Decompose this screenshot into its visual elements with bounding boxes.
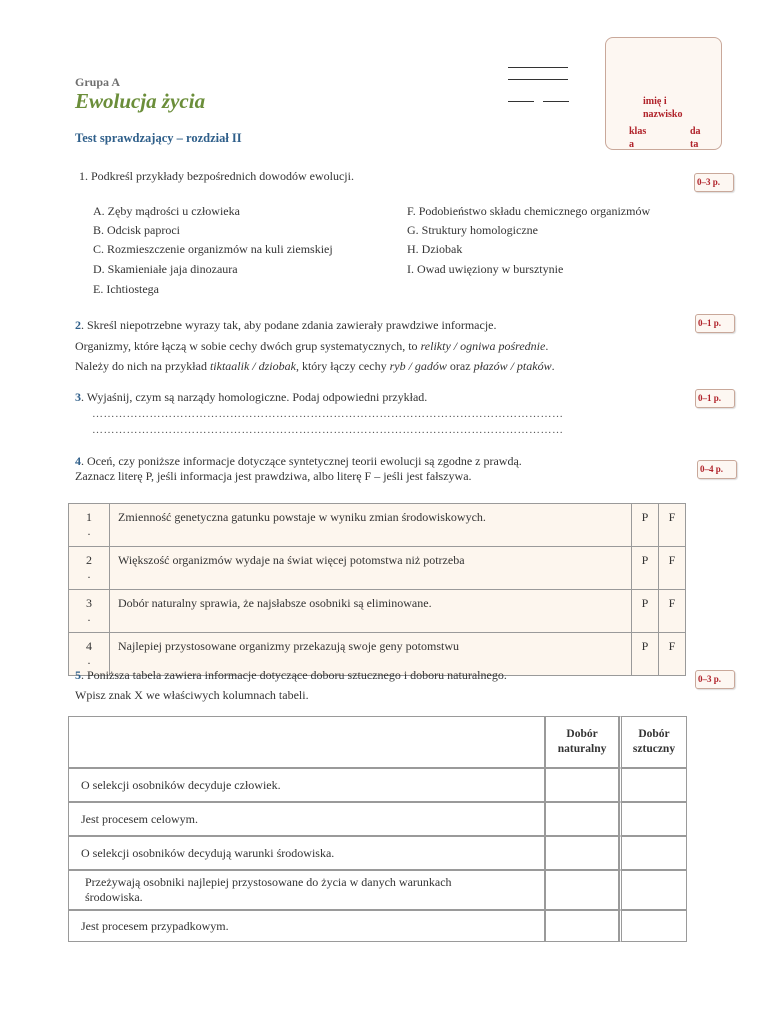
question-2-text: 2. Skreśl niepotrzebne wyrazy tak, aby podane zdania zawierały prawdziwe informacje. — [75, 318, 497, 332]
statement-cell: O selekcji osobników decydują warunki środowiska. — [68, 836, 545, 870]
q1-option-a[interactable]: A. Zęby mądrości u człowieka — [93, 204, 240, 218]
question-4-text: 4. Oceń, czy poniższe informacje dotyczące syntetycznej teorii ewolucji są zgodne z prawdą. — [75, 454, 522, 468]
table-row — [69, 547, 686, 590]
artificial-answer-cell[interactable] — [619, 910, 687, 942]
class-label: klas a — [629, 126, 647, 150]
class-line — [508, 79, 568, 80]
q1-option-d[interactable]: D. Skamieniałe jaja dinozaura — [93, 262, 238, 276]
date-label: da ta — [690, 126, 701, 150]
true-option[interactable]: P — [632, 590, 659, 633]
question-5-points: 0–3 p. — [695, 670, 735, 689]
false-option[interactable]: F — [659, 504, 686, 547]
false-option[interactable]: F — [659, 590, 686, 633]
page-subtitle: Test sprawdzający – rozdział II — [75, 131, 242, 145]
statement-cell: Dobór naturalny sprawia, że najsłabsze osobniki są eliminowane. — [110, 590, 632, 633]
true-option[interactable]: P — [632, 504, 659, 547]
false-option[interactable]: F — [659, 547, 686, 590]
q1-option-h[interactable]: H. Dziobak — [407, 242, 463, 256]
question-4-instruction: Zaznacz literę P, jeśli informacja jest prawdziwa, albo literę F – jeśli jest fałszywa. — [75, 469, 472, 483]
question-3-points: 0–1 p. — [695, 389, 735, 408]
col-natural-header: Dobór naturalny — [545, 716, 619, 768]
q2-choice-2[interactable]: tiktaalik / dziobak — [209, 359, 296, 373]
table-row — [68, 836, 687, 870]
date-line-1 — [508, 101, 534, 102]
question-2-points: 0–1 p. — [695, 314, 735, 333]
question-1-points: 0–3 p. — [694, 173, 734, 192]
table-header-row — [68, 716, 687, 768]
col-artificial-header: Dobór sztuczny — [619, 716, 687, 768]
statement-cell: Najlepiej przystosowane organizmy przekazują swoje geny potomstwu — [110, 633, 632, 676]
table-row — [68, 870, 687, 910]
question-5-table — [68, 716, 687, 942]
question-2-sentence-2: Należy do nich na przykład tiktaalik / dziobak, który łączy cechy ryb / gadów oraz płazów / ptaków. — [75, 359, 555, 373]
artificial-answer-cell[interactable] — [619, 870, 687, 910]
q1-option-e[interactable]: E. Ichtiostega — [93, 282, 159, 296]
q3-answer-line-1[interactable]: …………………………………………………………………………………………………………… — [92, 408, 564, 420]
question-3-text: 3. Wyjaśnij, czym są narządy homologiczne. Podaj odpowiedni przykład. — [75, 390, 428, 404]
table-row — [69, 590, 686, 633]
question-1-text: 1. Podkreśl przykłady bezpośrednich dowodów ewolucji. — [79, 169, 354, 183]
natural-answer-cell[interactable] — [545, 768, 619, 802]
student-info-box[interactable] — [605, 37, 722, 150]
artificial-answer-cell[interactable] — [619, 836, 687, 870]
true-option[interactable]: P — [632, 633, 659, 676]
artificial-answer-cell[interactable] — [619, 768, 687, 802]
natural-answer-cell[interactable] — [545, 910, 619, 942]
statement-cell: Jest procesem przypadkowym. — [68, 910, 545, 942]
table-row — [69, 504, 686, 547]
row-number: 1 . — [69, 504, 110, 547]
name-label: imię i nazwisko — [643, 96, 683, 120]
natural-answer-cell[interactable] — [545, 870, 619, 910]
natural-answer-cell[interactable] — [545, 802, 619, 836]
question-2-sentence-1: Organizmy, które łączą w sobie cechy dwóch grup systematycznych, to relikty / ogniwa pośrednie. — [75, 339, 549, 353]
question-4-table — [68, 503, 686, 676]
statement-cell: Większość organizmów wydaje na świat więcej potomstwa niż potrzeba — [110, 547, 632, 590]
question-5-instruction: Wpisz znak X we właściwych kolumnach tabeli. — [75, 688, 309, 702]
statement-cell: O selekcji osobników decyduje człowiek. — [68, 768, 545, 802]
name-line — [508, 67, 568, 68]
row-number: 3 . — [69, 590, 110, 633]
q2-choice-1[interactable]: relikty / ogniwa pośrednie — [420, 339, 546, 353]
page-title: Ewolucja życia — [75, 89, 206, 113]
true-option[interactable]: P — [632, 547, 659, 590]
q3-answer-line-2[interactable]: …………………………………………………………………………………………………………… — [92, 424, 564, 436]
artificial-answer-cell[interactable] — [619, 802, 687, 836]
false-option[interactable]: F — [659, 633, 686, 676]
table-row — [68, 910, 687, 942]
empty-header-cell — [68, 716, 545, 768]
statement-cell: Jest procesem celowym. — [68, 802, 545, 836]
row-number: 2 . — [69, 547, 110, 590]
table-row — [68, 768, 687, 802]
group-label: Grupa A — [75, 75, 121, 89]
natural-answer-cell[interactable] — [545, 836, 619, 870]
q1-option-f[interactable]: F. Podobieństwo składu chemicznego organizmów — [407, 204, 651, 218]
question-4-points: 0–4 p. — [697, 460, 737, 479]
q1-option-c[interactable]: C. Rozmieszczenie organizmów na kuli ziemskiej — [93, 242, 333, 256]
q1-option-g[interactable]: G. Struktury homologiczne — [407, 223, 538, 237]
q1-option-i[interactable]: I. Owad uwięziony w bursztynie — [407, 262, 564, 276]
q2-choice-4[interactable]: płazów / ptaków — [473, 359, 552, 373]
statement-cell: Przeżywają osobniki najlepiej przystosowane do życia w danych warunkach środowiska. — [68, 870, 545, 910]
table-row — [68, 802, 687, 836]
q2-choice-3[interactable]: ryb / gadów — [389, 359, 447, 373]
date-line-2 — [543, 101, 569, 102]
question-5-text: 5. Poniższa tabela zawiera informacje dotyczące doboru sztucznego i doboru naturalnego. — [75, 668, 507, 682]
q1-option-b[interactable]: B. Odcisk paproci — [93, 223, 180, 237]
statement-cell: Zmienność genetyczna gatunku powstaje w wyniku zmian środowiskowych. — [110, 504, 632, 547]
row-number: 4 . — [69, 633, 110, 676]
